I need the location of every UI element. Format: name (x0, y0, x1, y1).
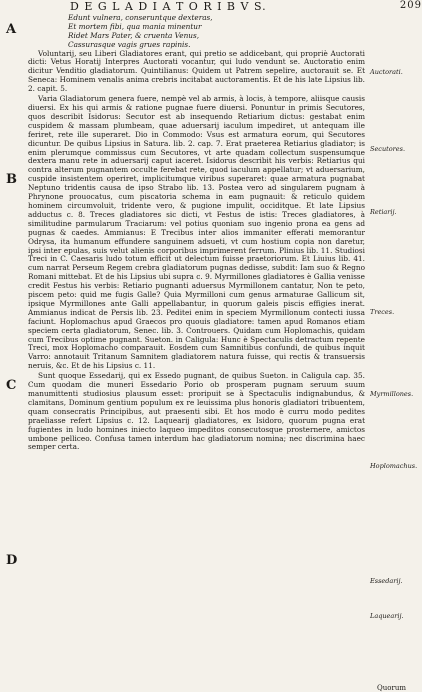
page-number: 209 (399, 0, 422, 11)
header-title: D E G L A D I A T O R I B V S. (70, 0, 267, 13)
verse-line: Cassurasque vagis grues rapinis. (68, 39, 191, 49)
verse-line: Et mortem fibi, qua mania minentur (68, 21, 202, 31)
margin-note-auctorati: Auctorati. (370, 68, 403, 76)
verse-block (28, 14, 365, 50)
margin-note-laquearij: Laquearij. (370, 612, 404, 620)
margin-note-essedarij: Essedarij. (370, 577, 403, 585)
margin-note-secutores: Secutores. (370, 145, 406, 153)
margin-note-hoplomachus: Hoplomachus. (370, 462, 418, 470)
paragraph: Sunt quoque Essedarij, qui ex Essedo pugnant, de quibus Sueton. in Caligula cap. 35. Cum quodam die muneri Essedario Porio ob prosperam pugnam seruum suum manumittenti studiosius plausum esset: proripuit se à Spectaculis indignabundus, & clamitans, Dominum gentium populum ex re leuissima plus honoris gladiatori tribuentem, quam consecratis Principibus, aut praesenti sibi. Et hos modo è curru modo pedites praeliasse refert Lipsius c. 12. Laquearij gladiatores, ex Isidoro, quorum pugna erat fugientes in ludo homines iniecto laqueo impeditos consecutosque prosternere, amictos umbone pelliceo. Confusa tamen interdum hac gladiatorum nomina; nec discrimina haec semper certa. (28, 371, 365, 452)
section-letter-b: B (6, 172, 17, 187)
main-text (28, 14, 365, 690)
paragraph: Varia Gladiatorum genera fuere, nempè vel ab armis, à locis, à tempore, aliisque causis diuersi. Ex his qui armis & ratione pugnae fuere diuersi. Ponuntur in primis Secutores, quos describit Isidorus: Secutor est ab insequendo Retiarium dictus: gestabat enim cuspidem & massam plumbeam, quae aduersarij iaculum impediret, ut antequam ille feriret, rete ille superaret. Dio in Commodo: Vsus est armatura eorum, qui Secutores dicuntur. De quibus Lipsius in Satura. lib. 2. cap. 7. Erat praeterea Retiarius gladiator; is enim plerumque commissus cum Secutores, vt arte quadam collectum suspensumque dextera manu rete in aduersarij caput iaceret. Isidorus describit his verbis: Retiarius qui contra alterum pugnantem occulte ferebat rete, quod iaculum appellatur; vt aduersarium, cuspide insistentem operiret, implicitumque viribus superaret: quae armatura pugnabat Neptuno tridentis causa de ipso Strabo lib. 13. Postea vero ad singularem pugnam à Phrynone prouocatus, cum piscatoria schema in eam pugnauit: & reticulo quidem hominem circumvoluit, tridente vero, & pugione impulit, occiditque. Et late Lipsius adductus c. 8. Treces gladiatores sic dicti, vt Festus de istis: Treces gladiatores, à similitudine parmularum Traciarum: vel potius quoniam suo ingenio prona ea gens ad pugnas & caedes. Ammianus: E Trecibus inter alios immaniter efferati memorantur Odrysa, ita humanum effundere sanguinem adsueti, vt cum hostium copia non daretur, ipsi inter epulas, suis velut alienis corporibus imprimerent ferrum. Plinius lib. 11. Studiosi Treci in C. Caesaris ludo totum efficit ut delectum fuisse praetoriorum. Et Liuius lib. 41. cum narrat Perseum Regem crebra gladiatorum pugnas dedisse, subdit: Iam suo & Regno Romani mittebat. Et de his Lipsius ubi supra c. 9. Myrmillones gladiatores è Gallia venisse credit Festus his verbis: Retiario pugnanti aduersus Myrmillonem cantatur, Non te peto, piscem peto: quid me fugis Galle? Quia Myrmilloni cum genus armaturae Gallicum sit, ipsique Myrmillones ante Galli appellabantur, in quorum galeis piscis effigies inerat. Ammianus indicat de Persis lib. 23. Peditei enim in speciem Myrmillonum contecti iussa faciunt. Hoplomachus apud Graecos pro quouis gladiatore: tamen apud Romanos etiam speciem certa gladiatorum, Senec. lib. 3. Controuers. Quidam cum Hoplomachis, quidam cum Trecibus optime pugnant. Sueton. in Caligula: Hunc è Spectaculis detractum repente Treci, mox Hoplomacho comparauit. Eosdem cum Samnitibus confundi, de quibus inquit Varro: annotauit Tritanum Samnitem gladiatorem natura fuisse, qui rectis & transuersis neruis, &c. Et de his Lipsius c. 11. (28, 94, 365, 371)
margin-note-treces: Treces. (370, 308, 395, 316)
section-letter-c: C (6, 378, 17, 393)
margin-note-myrmillones: Myrmillones. (370, 390, 414, 398)
section-letter-a: A (6, 22, 17, 37)
section-letter-d: D (6, 553, 18, 568)
catchword: Quorum (377, 684, 406, 692)
margin-note-retiarij: Retiarij. (370, 208, 397, 216)
verse-line: Ridet Mars Pater, & cruenta Venus, (68, 30, 200, 40)
verse-line: Edunt vulnera, conseruntque dexteras, (68, 14, 213, 22)
running-header (70, 0, 422, 14)
paragraph: Voluntarij, seu Liberi Gladiatores erant, qui pretio se addicebant, qui propriè Auctorati dicti: Vetus Horatij Interpres Auctorati vocantur, qui ludo vendunt se. Auctoratio enim dicitur Venditio gladiatorum. Quintilianus: Quidem ut Patrem sepelire, auctorauit se. Et Seneca: Hominem venalis anima crebris incitabat auctoramentis. Et de his late Lipsius lib. 2. capit. 5. (28, 48, 365, 94)
